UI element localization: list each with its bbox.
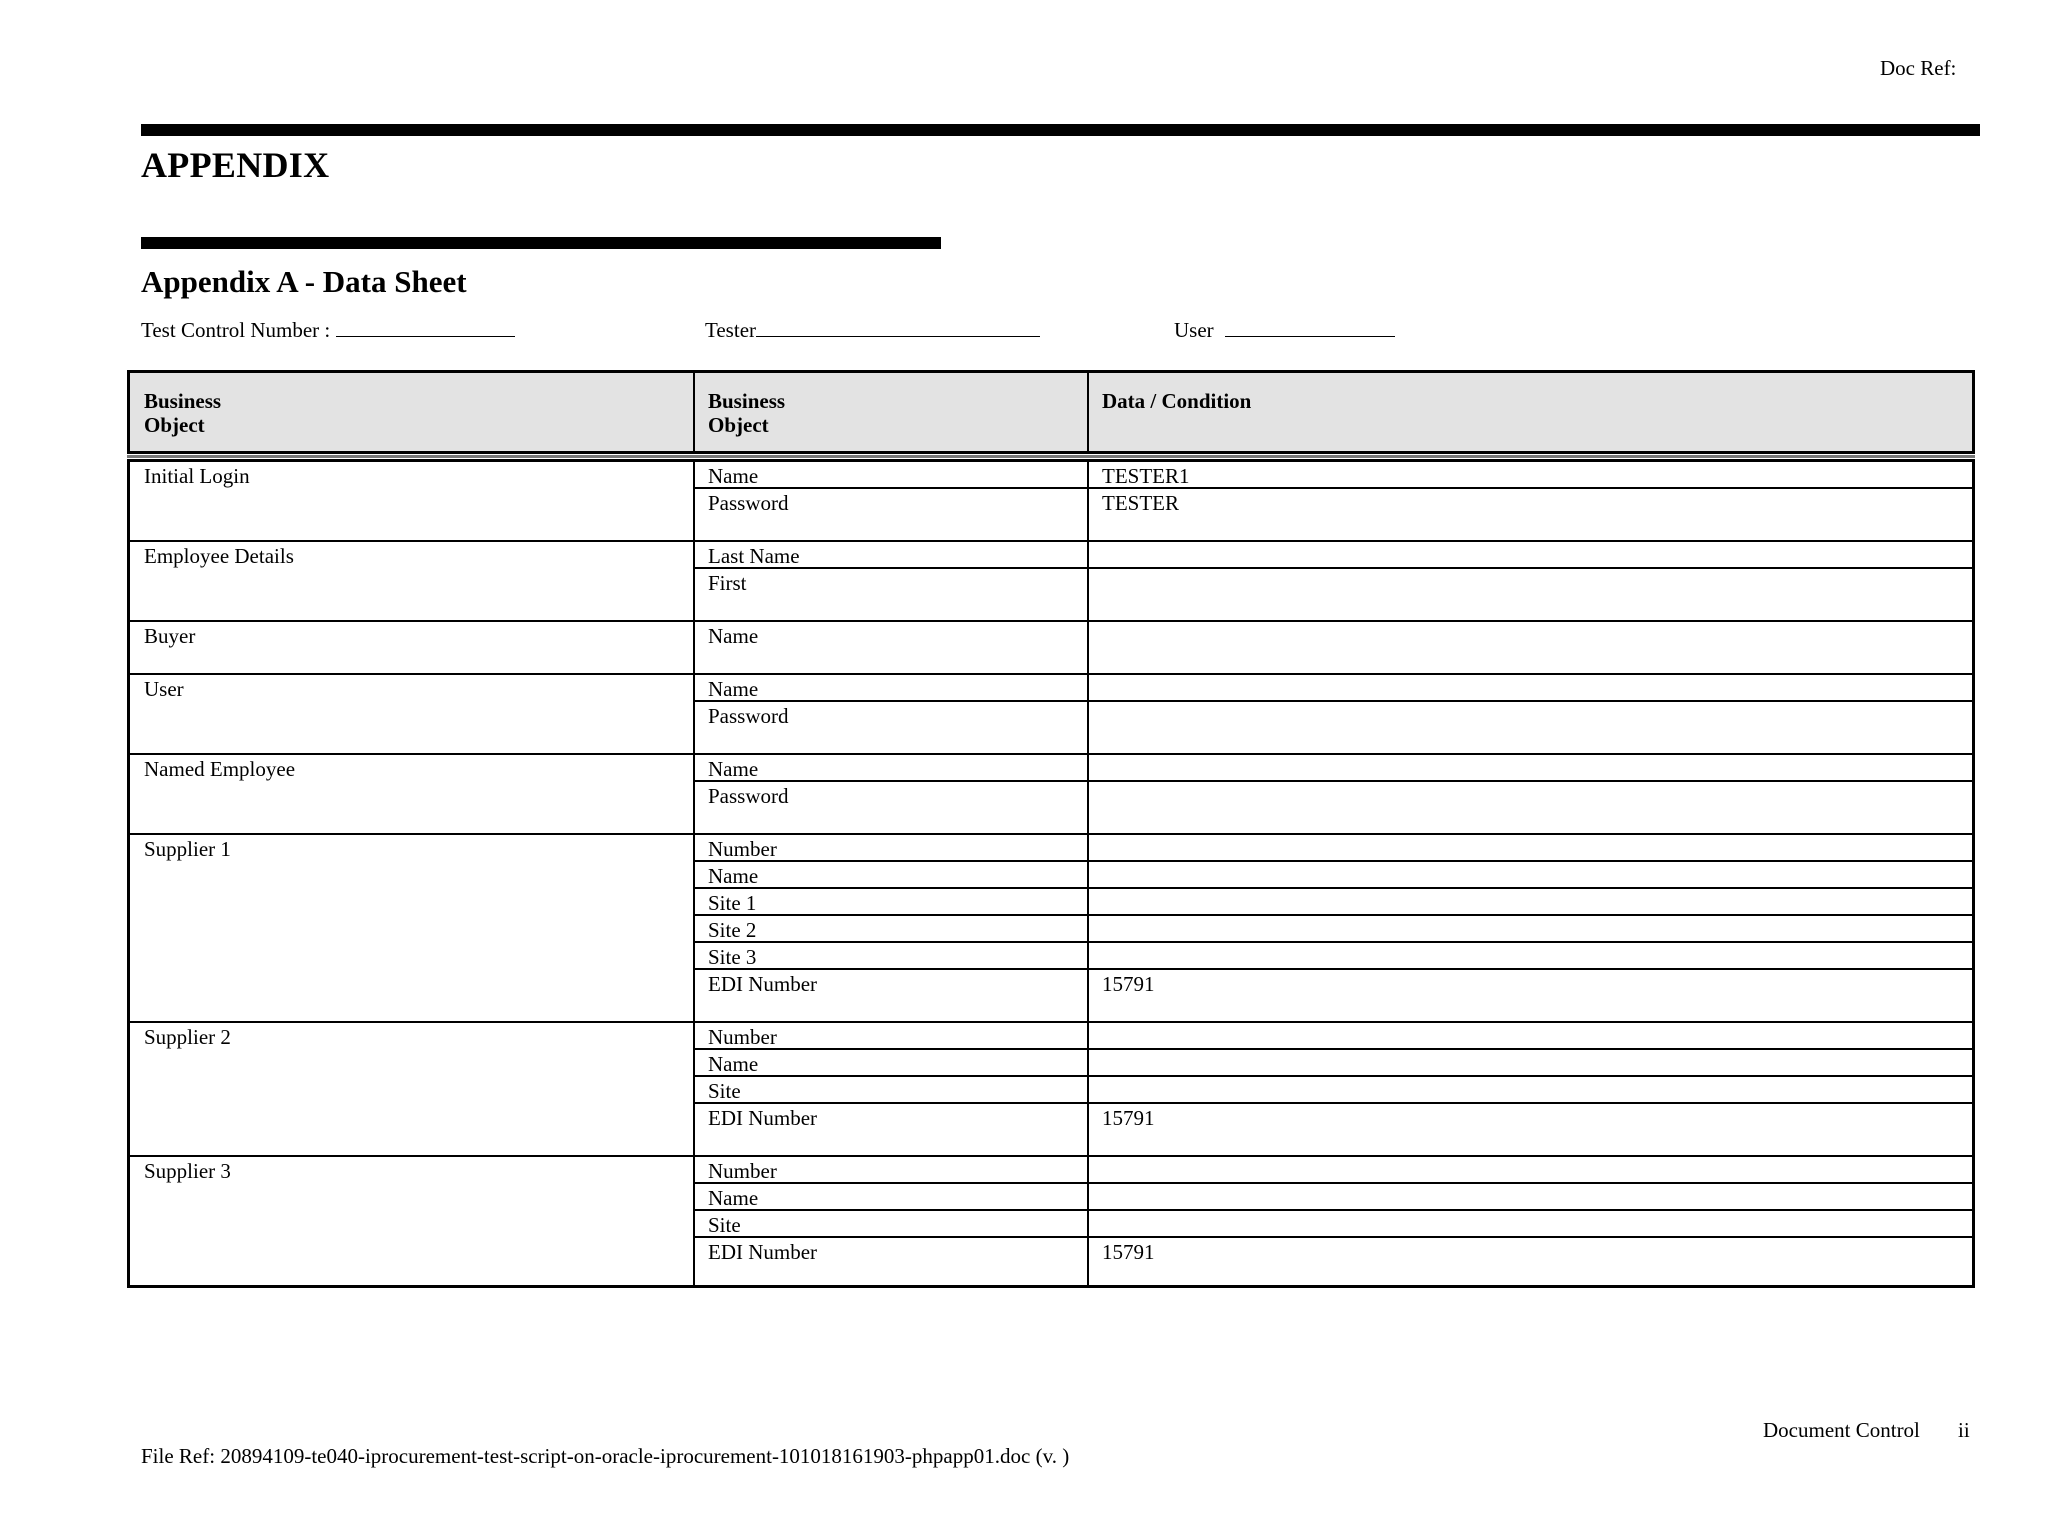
business-object-label: User: [144, 677, 184, 701]
table-row: [693, 462, 1972, 489]
table-group: [130, 835, 1972, 1023]
user-field: [1174, 318, 1395, 343]
table-row: [693, 622, 1972, 675]
test-control-number-label: Test Control Number :: [141, 318, 331, 342]
business-object-label: Supplier 2: [144, 1025, 231, 1049]
attribute-name: Name: [708, 757, 759, 781]
attribute-name: Site 3: [708, 945, 757, 969]
tester-label: Tester: [705, 318, 757, 342]
user-blank[interactable]: [1225, 318, 1395, 337]
column-header-text: Business: [144, 389, 222, 413]
column-header-text: Business: [708, 389, 786, 413]
attribute-name: Name: [708, 1186, 759, 1210]
business-object-label: Employee Details: [144, 544, 294, 568]
attribute-name: Site 2: [708, 918, 757, 942]
attribute-name: Name: [708, 677, 759, 701]
page-number: ii: [1958, 1418, 1970, 1442]
table-row: [693, 702, 1972, 755]
section-title: APPENDIX: [141, 145, 330, 185]
column-header-data-condition: Data / Condition: [1102, 389, 1252, 413]
test-control-number-field: [141, 318, 515, 343]
table-row: [693, 1050, 1972, 1077]
table-row: [693, 569, 1972, 622]
table-row: [693, 782, 1972, 835]
data-table-body: [127, 459, 1975, 1288]
attribute-name: EDI Number: [708, 1106, 818, 1130]
document-control-label: Document Control: [1763, 1418, 1920, 1442]
attribute-name: Name: [708, 624, 759, 648]
table-row: [693, 1157, 1972, 1184]
attribute-name: Name: [708, 1052, 759, 1076]
table-row: [693, 1238, 1972, 1291]
attribute-name: Number: [708, 837, 777, 861]
user-label: User: [1174, 318, 1214, 342]
table-row: [693, 970, 1972, 1023]
table-row: [693, 943, 1972, 970]
tester-blank[interactable]: [756, 318, 1040, 337]
subsection-title: Appendix A - Data Sheet: [141, 264, 467, 299]
table-row: [693, 889, 1972, 916]
table-group: [130, 755, 1972, 835]
attribute-name: Password: [708, 491, 789, 515]
table-row: [693, 835, 1972, 862]
table-row: [693, 1077, 1972, 1104]
table-row: [693, 489, 1972, 542]
business-object-label: Supplier 1: [144, 837, 231, 861]
table-group: [130, 675, 1972, 755]
data-condition-value[interactable]: 15791: [1102, 1240, 1155, 1264]
business-object-label: Named Employee: [144, 757, 296, 781]
attribute-name: Name: [708, 864, 759, 888]
attribute-name: Site 1: [708, 891, 757, 915]
subsection-rule: [141, 237, 941, 249]
table-row: [693, 675, 1972, 702]
file-ref: File Ref: 20894109-te040-iprocurement-test-script-on-oracle-iprocurement-101018161903-phpapp01.doc (v. ): [141, 1444, 1070, 1468]
business-object-label: Initial Login: [144, 464, 250, 488]
table-row: [693, 1211, 1972, 1238]
table-group: [130, 462, 1972, 542]
business-object-label: Buyer: [144, 624, 196, 648]
table-row: [693, 916, 1972, 943]
attribute-name: Password: [708, 784, 789, 808]
column-header-text: Object: [144, 413, 205, 437]
attribute-name: First: [708, 571, 747, 595]
table-row: [693, 1023, 1972, 1050]
test-control-number-blank[interactable]: [336, 318, 515, 337]
column-divider: [693, 373, 695, 451]
data-condition-value[interactable]: 15791: [1102, 1106, 1155, 1130]
table-row: [693, 1184, 1972, 1211]
header-underline: [127, 455, 1975, 458]
data-condition-value[interactable]: TESTER1: [1102, 464, 1190, 488]
attribute-name: Site: [708, 1079, 741, 1103]
attribute-name: Name: [708, 464, 759, 488]
table-row: [693, 862, 1972, 889]
attribute-name: Number: [708, 1025, 777, 1049]
tester-field: [705, 318, 1040, 343]
attribute-name: Password: [708, 704, 789, 728]
attribute-name: Last Name: [708, 544, 800, 568]
attribute-name: EDI Number: [708, 972, 818, 996]
column-header-business-object-attribute: [708, 389, 785, 437]
doc-ref-label: Doc Ref:: [1880, 56, 1957, 80]
table-group: [130, 622, 1972, 675]
column-header-business-object: [144, 389, 221, 437]
table-row: [693, 755, 1972, 782]
top-rule: [141, 124, 1980, 136]
table-group: [130, 1157, 1972, 1291]
table-group: [130, 1023, 1972, 1157]
data-condition-value[interactable]: TESTER: [1102, 491, 1179, 515]
attribute-name: Site: [708, 1213, 741, 1237]
business-object-label: Supplier 3: [144, 1159, 231, 1183]
data-condition-value[interactable]: 15791: [1102, 972, 1155, 996]
attribute-name: EDI Number: [708, 1240, 818, 1264]
table-group: [130, 542, 1972, 622]
column-divider: [1087, 373, 1089, 451]
attribute-name: Number: [708, 1159, 777, 1183]
table-row: [693, 1104, 1972, 1157]
table-row: [693, 542, 1972, 569]
column-header-text: Object: [708, 413, 769, 437]
data-table-header: [127, 370, 1975, 454]
